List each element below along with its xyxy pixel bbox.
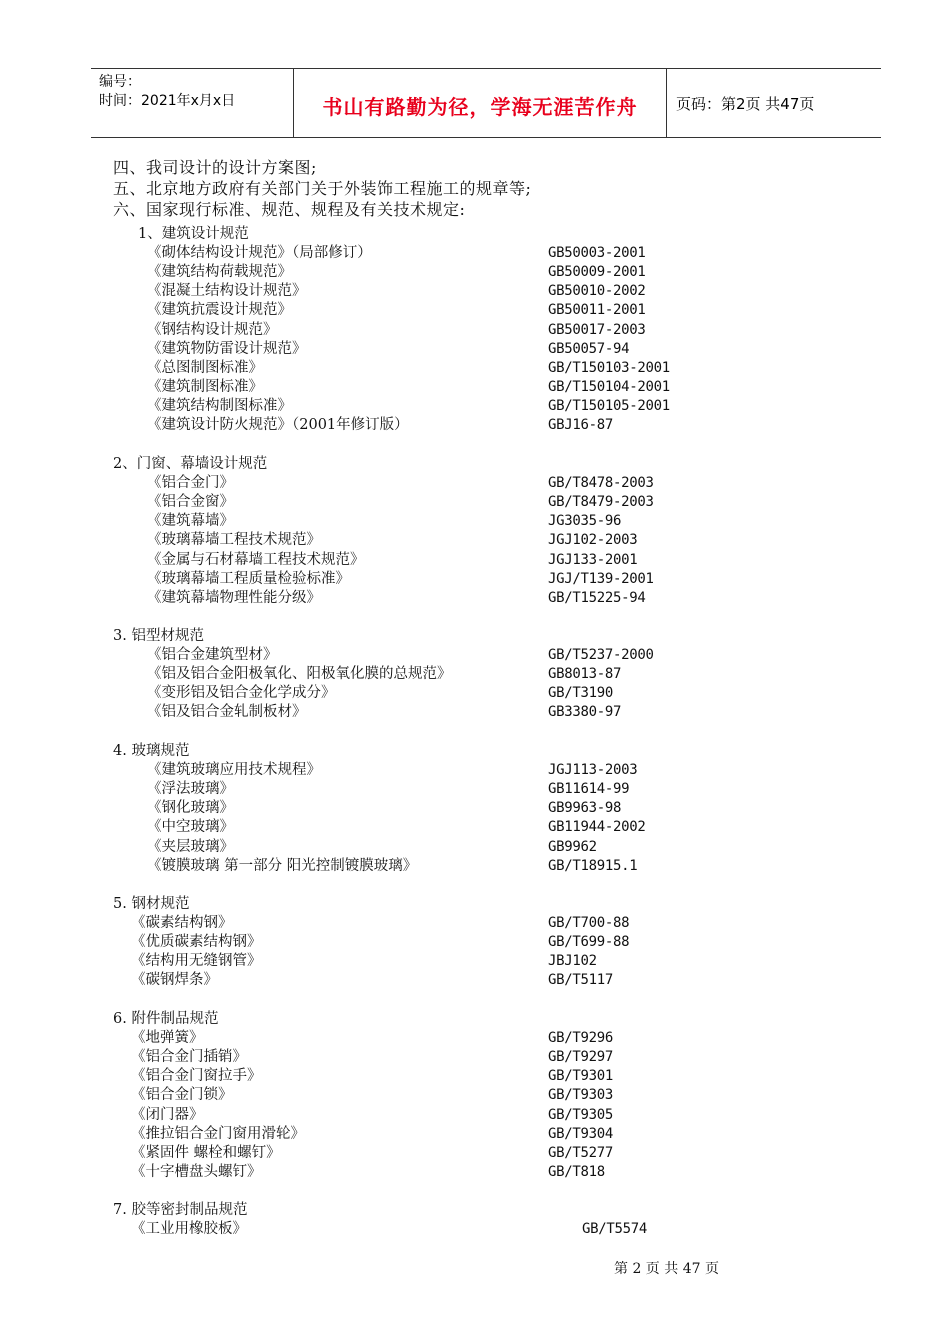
standard-code: GB/T15225-94	[548, 589, 646, 606]
standard-code: GB/T5237-2000	[548, 647, 654, 664]
standard-name: 《建筑结构制图标准》	[147, 397, 292, 414]
group-title: 7. 胶等密封制品规范	[113, 1202, 248, 1218]
standard-code: GB/T3190	[548, 685, 614, 702]
standard-name: 《中空玻璃》	[147, 819, 234, 836]
standard-name: 《钢化玻璃》	[147, 800, 234, 817]
standard-code: JGJ102-2003	[548, 532, 638, 549]
standard-code: GB50003-2001	[548, 245, 646, 262]
section-heading: 六、国家现行标准、规范、规程及有关技术规定:	[113, 200, 466, 219]
standard-code: GB9963-98	[548, 800, 622, 817]
standard-name: 《变形铝及铝合金化学成分》	[147, 685, 336, 702]
standard-name: 《总图制图标准》	[147, 359, 263, 376]
standard-name: 《建筑抗震设计规范》	[147, 302, 292, 319]
standard-code: GB50011-2001	[548, 302, 646, 319]
standard-name: 《铝及铝合金阳极氧化、阳极氧化膜的总规范》	[147, 666, 452, 683]
standard-code: GB50010-2002	[548, 283, 646, 300]
standard-name: 《铝合金门锁》	[131, 1087, 233, 1104]
header-page-label: 页码：第2页 共47页	[676, 95, 815, 113]
standard-code: GB/T9297	[548, 1049, 614, 1066]
standard-name: 《铝合金建筑型材》	[147, 647, 278, 664]
standard-name: 《建筑幕墙》	[147, 513, 234, 530]
section-heading: 四、我司设计的设计方案图;	[113, 158, 317, 177]
standard-code: GBJ16-87	[548, 417, 614, 433]
standard-name: 《铝及铝合金轧制板材》	[147, 704, 307, 721]
standard-code: GB/T5277	[548, 1144, 614, 1161]
group-title: 3. 铝型材规范	[113, 628, 204, 644]
time-label: 时间：2021年x月x日	[99, 93, 236, 109]
group-title: 6. 附件制品规范	[113, 1011, 219, 1027]
standard-code: JGJ133-2001	[548, 551, 638, 568]
group-title: 5. 钢材规范	[113, 896, 190, 912]
standard-name: 《紧固件 螺栓和螺钉》	[131, 1144, 281, 1161]
standard-code: JGJ113-2003	[548, 762, 638, 779]
standard-name: 《建筑制图标准》	[147, 378, 263, 395]
standard-name: 《闭门器》	[131, 1106, 204, 1123]
standard-code: GB50009-2001	[548, 264, 646, 281]
standard-code: GB/T5574	[582, 1221, 648, 1238]
standard-name: 《建筑幕墙物理性能分级》	[147, 589, 321, 606]
standard-code: GB8013-87	[548, 666, 622, 683]
standard-code: GB11944-2002	[548, 819, 646, 836]
standard-code: GB/T18915.1	[548, 857, 638, 874]
standard-name: 《钢结构设计规范》	[147, 321, 278, 338]
standard-code: GB9962	[548, 838, 597, 855]
standard-code: GB11614-99	[548, 781, 630, 798]
standard-name: 《工业用橡胶板》	[131, 1221, 247, 1238]
group-title: 2、门窗、幕墙设计规范	[113, 456, 268, 472]
standard-code: JG3035-96	[548, 513, 622, 530]
standard-code: GB/T150105-2001	[548, 397, 670, 414]
header-motto: 书山有路勤为径，学海无涯苦作舟	[322, 95, 638, 119]
standard-code: GB50017-2003	[548, 321, 646, 338]
standard-name: 《铝合金窗》	[147, 494, 234, 511]
standard-code: GB/T9296	[548, 1030, 614, 1047]
standard-code: GB/T9305	[548, 1106, 614, 1123]
section-heading: 五、北京地方政府有关部门关于外装饰工程施工的规章等;	[113, 179, 532, 198]
standard-code: GB/T150103-2001	[548, 359, 670, 376]
standard-name: 《碳钢焊条》	[131, 972, 218, 989]
standard-name: 《夹层玻璃》	[147, 838, 234, 855]
standard-name: 《建筑设计防火规范》（2001年修订版）	[147, 417, 409, 433]
standard-code: GB/T8478-2003	[548, 475, 654, 492]
standard-name: 《铝合金门插销》	[131, 1049, 247, 1066]
standard-code: GB/T8479-2003	[548, 494, 654, 511]
standard-name: 《建筑玻璃应用技术规程》	[147, 762, 321, 779]
standard-code: JGJ/T139-2001	[548, 570, 654, 587]
standard-name: 《十字槽盘头螺钉》	[131, 1163, 262, 1180]
standard-code: GB50057-94	[548, 340, 630, 357]
standard-name: 《优质碳素结构钢》	[131, 934, 262, 951]
standard-code: GB3380-97	[548, 704, 622, 721]
group-title: 1、建筑设计规范	[138, 226, 249, 242]
standard-name: 《碳素结构钢》	[131, 915, 233, 932]
standard-code: GB/T699-88	[548, 934, 630, 951]
standard-name: 《地弹簧》	[131, 1030, 204, 1047]
standard-code: GB/T700-88	[548, 915, 630, 932]
standard-name: 《铝合金门窗拉手》	[131, 1068, 262, 1085]
page-footer: 第 2 页 共 47 页	[614, 1261, 719, 1277]
standard-name: 《浮法玻璃》	[147, 781, 234, 798]
standard-name: 《建筑物防雷设计规范》	[147, 340, 307, 357]
standard-code: GB/T150104-2001	[548, 378, 670, 395]
standard-code: JBJ102	[548, 953, 597, 970]
standard-name: 《砌体结构设计规范》（局部修订）	[147, 245, 372, 262]
standard-name: 《建筑结构荷载规范》	[147, 264, 292, 281]
group-title: 4. 玻璃规范	[113, 743, 190, 759]
standard-name: 《玻璃幕墙工程质量检验标准》	[147, 570, 350, 587]
standard-code: GB/T9301	[548, 1068, 614, 1085]
standard-name: 《玻璃幕墙工程技术规范》	[147, 532, 321, 549]
standard-code: GB/T9304	[548, 1125, 614, 1142]
standard-name: 《推拉铝合金门窗用滑轮》	[131, 1125, 305, 1142]
standard-name: 《结构用无缝钢管》	[131, 953, 262, 970]
standard-name: 《混凝土结构设计规范》	[147, 283, 307, 300]
standard-code: GB/T5117	[548, 972, 614, 989]
standard-code: GB/T9303	[548, 1087, 614, 1104]
standard-name: 《镀膜玻璃 第一部分 阳光控制镀膜玻璃》	[147, 857, 418, 874]
standard-name: 《铝合金门》	[147, 475, 234, 492]
standard-code: GB/T818	[548, 1163, 605, 1180]
number-label: 编号：	[99, 74, 141, 90]
standard-name: 《金属与石材幕墙工程技术规范》	[147, 551, 365, 568]
